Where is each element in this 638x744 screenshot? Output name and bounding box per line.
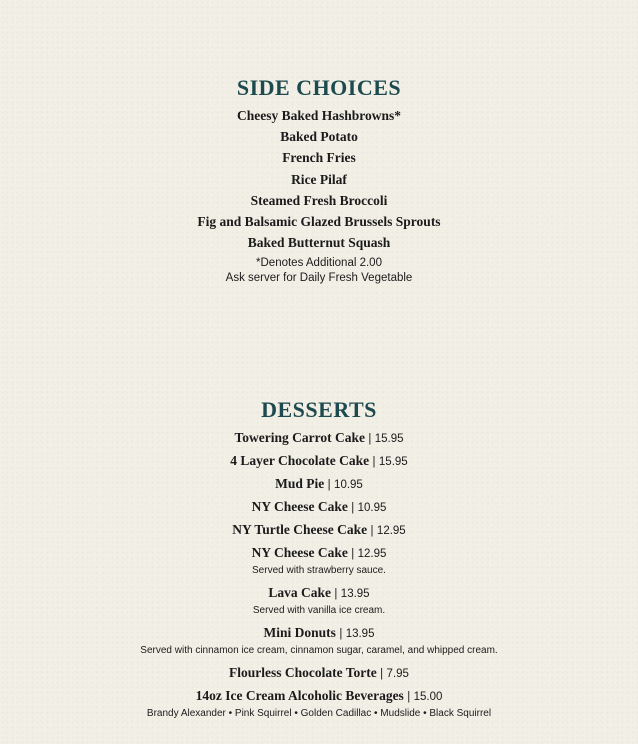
dessert-line [0, 450, 638, 473]
dessert-line [0, 685, 638, 708]
dessert-line [0, 542, 638, 565]
dessert-item [0, 427, 638, 450]
dessert-name: 4 Layer Chocolate Cake [230, 453, 370, 468]
dessert-description: Served with cinnamon ice cream, cinnamon sugar, caramel, and whipped cream. [140, 645, 498, 656]
side-choices-section [0, 74, 638, 285]
dessert-line [0, 622, 638, 645]
dessert-description: Served with strawberry sauce. [252, 565, 386, 576]
dessert-line [0, 427, 638, 450]
side-item: French Fries [282, 150, 356, 166]
dessert-name: NY Cheese Cake [251, 499, 348, 514]
side-choices-heading: SIDE CHOICES [236, 75, 402, 100]
dessert-line [0, 582, 638, 605]
dessert-item [0, 582, 638, 617]
dessert-price: 13.95 [345, 628, 375, 640]
dessert-name: Mini Donuts [263, 625, 336, 640]
dessert-price: 10.95 [357, 502, 387, 514]
dessert-name: Flourless Chocolate Torte [229, 665, 377, 680]
dessert-line [0, 473, 638, 496]
side-item: Baked Potato [280, 129, 358, 145]
dessert-name: NY Cheese Cake [251, 545, 348, 560]
price-separator: | [372, 456, 376, 468]
dessert-price: 15.95 [374, 433, 404, 445]
side-item: Cheesy Baked Hashbrowns* [236, 108, 402, 123]
dessert-list [0, 427, 638, 720]
dessert-name: 14oz Ice Cream Alcoholic Beverages [195, 688, 404, 703]
dessert-price: 13.95 [340, 588, 370, 600]
price-separator: | [370, 525, 374, 537]
price-separator: | [380, 668, 384, 680]
dessert-price: 12.95 [357, 548, 387, 560]
desserts-section [0, 396, 638, 725]
dessert-price: 15.95 [378, 456, 408, 468]
price-separator: | [368, 433, 372, 445]
price-separator: | [339, 628, 343, 640]
price-separator: | [351, 548, 355, 560]
dessert-name: Towering Carrot Cake [234, 430, 365, 445]
dessert-price: 15.00 [413, 691, 443, 703]
dessert-name: NY Turtle Cheese Cake [232, 522, 368, 537]
dessert-price: 10.95 [334, 479, 363, 491]
dessert-line [0, 496, 638, 519]
dessert-item [0, 496, 638, 519]
desserts-heading: DESSERTS [261, 397, 377, 422]
additional-charge-note: *Denotes Additional 2.00 [256, 257, 382, 270]
price-separator: | [327, 479, 331, 491]
dessert-item [0, 519, 638, 542]
dessert-item [0, 622, 638, 657]
dessert-item [0, 450, 638, 473]
dessert-description: Served with vanilla ice cream. [252, 605, 386, 616]
dessert-description: Brandy Alexander • Pink Squirrel • Golden Cadillac • Mudslide • Black Squirrel [146, 708, 492, 719]
dessert-item [0, 542, 638, 577]
side-item: Fig and Balsamic Glazed Brussels Sprouts [197, 214, 441, 230]
side-item: Steamed Fresh Broccoli [250, 192, 388, 208]
price-separator: | [334, 588, 338, 600]
dessert-name: Lava Cake [268, 585, 332, 600]
price-separator: | [351, 502, 355, 514]
vegetable-note: Ask server for Daily Fresh Vegetable [225, 271, 413, 284]
side-item: Rice Pilaf [291, 171, 347, 187]
dessert-line [0, 662, 638, 685]
dessert-name: Mud Pie [275, 476, 325, 491]
price-separator: | [407, 691, 411, 703]
dessert-item [0, 685, 638, 720]
dessert-price: 7.95 [386, 668, 409, 680]
dessert-line [0, 519, 638, 542]
dessert-item [0, 662, 638, 685]
dessert-price: 12.95 [376, 525, 406, 537]
dessert-item [0, 473, 638, 496]
side-item: Baked Butternut Squash [247, 235, 391, 251]
